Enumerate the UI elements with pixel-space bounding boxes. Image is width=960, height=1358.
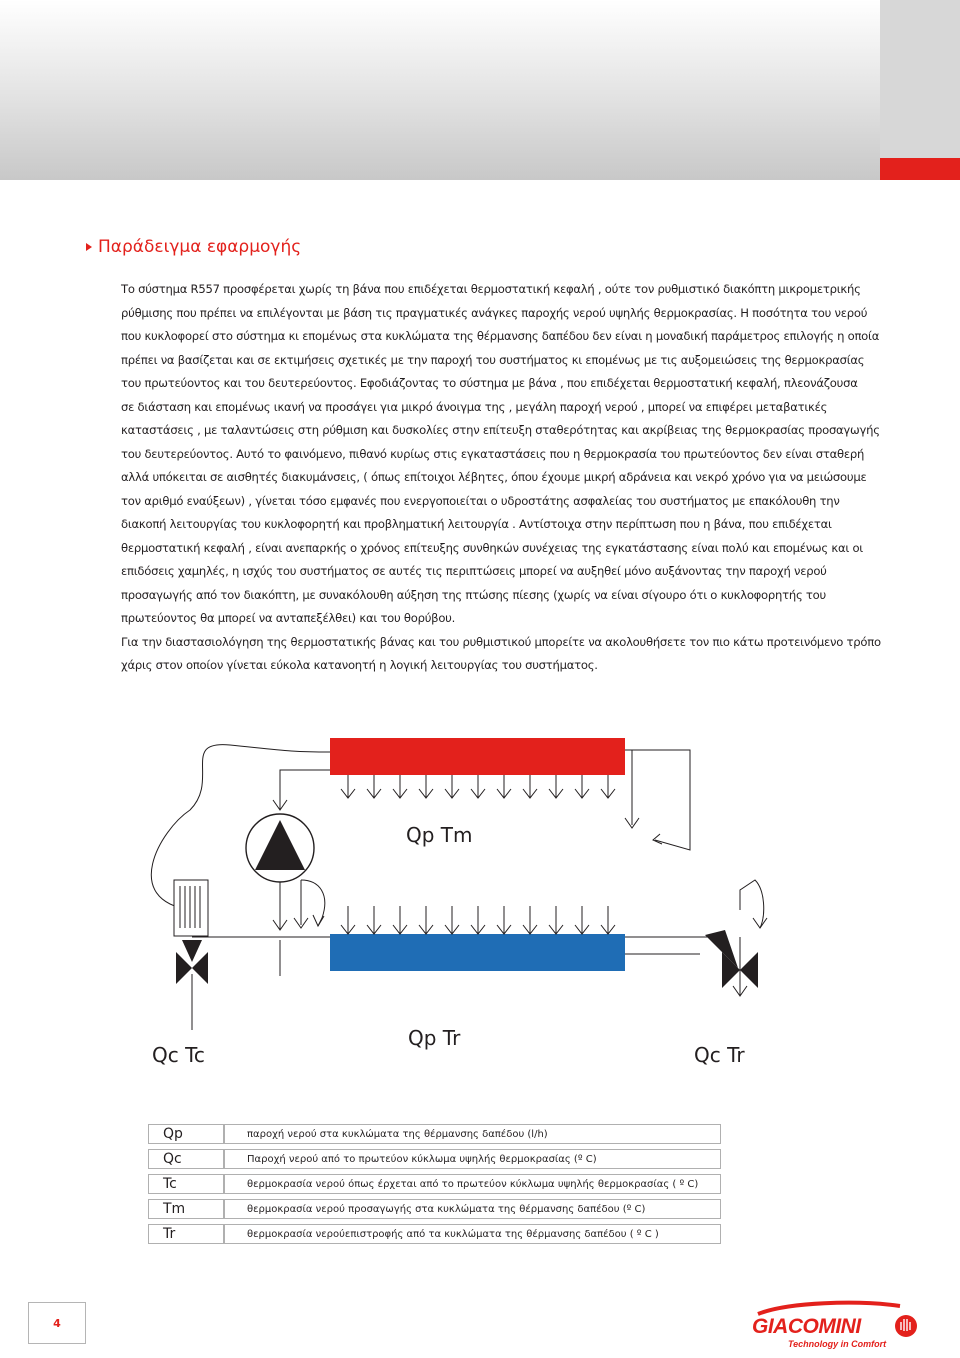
paragraph: Για την διαστασιολόγηση της θερμοστατικής βάνας και του ρυθμιστικού μπορείτε να ακολουθήσετε τον πιο κάτω προτεινόμενο τρόπο χάρις στον οποίον γίνεται εύκολα κατανοητή η λογική λειτουργίας του συστήματος. — [121, 634, 881, 672]
page-number: 4 — [28, 1302, 86, 1344]
supply-outlet-arrow-icon — [523, 775, 537, 798]
header-accent — [880, 158, 960, 180]
legend-row — [148, 1149, 721, 1169]
paragraph: Το σύστημα R557 προσφέρεται χωρίς τη βάνα που επιδέχεται θερμοστατική κεφαλή , ούτε τον ρυθμιστικό διακόπτη μικρομετρικής ρύθμισης που πρέπει να επιλέγονται με βάση τις πραγματικές ανάγκες παροχής νερού υψηλής θερμοκρασίας. Η ποσότητα του νερού που κυκλοφορεί στο σύστημα κι επομένως στα κυκλώματα της θέρμανσης δαπέδου δεν είναι η μοναδική παράμετρος επιλογής η οποία πρέπει να βασίζεται και σε εκτιμήσεις σχετικές με την παροχή του συστήματος κι επομένως με τις αυξομειώσεις της θερμοκρασίας του πρωτεύοντος και του δευτερεύοντος. Εφοδιάζοντας το σύστημα με βάνα , που επιδέχεται θερμοστατική κεφαλή, πλεονάζουσα — [121, 282, 880, 390]
return-inlet-arrow-icon — [419, 906, 433, 934]
legend-table — [148, 1119, 721, 1249]
return-inlet-arrow-icon — [549, 906, 563, 934]
logo-swoosh-icon — [758, 1303, 900, 1314]
pump-icon — [246, 814, 314, 882]
legend-row — [148, 1224, 721, 1244]
supply-outlet-arrow-icon — [471, 775, 485, 798]
right-branch-pipe — [740, 880, 764, 928]
return-inlet-arrow-icon — [341, 906, 355, 934]
return-inlet-arrow-icon — [393, 906, 407, 934]
supply-outlet-arrow-icon — [393, 775, 407, 798]
return-inlet-arrow-icon — [523, 906, 537, 934]
section-heading-text: Παράδειγμα εφαρμογής — [98, 237, 302, 257]
supply-outlet-arrow-icon — [549, 775, 563, 798]
legend-symbol: Qc — [148, 1149, 224, 1169]
return-inlet-arrow-icon — [367, 906, 381, 934]
supply-outlet-arrow-icon — [497, 775, 511, 798]
label-qp-tr: Qp Tr — [408, 1026, 461, 1050]
legend-row — [148, 1124, 721, 1144]
return-inlet-arrow-icon — [601, 906, 615, 934]
paragraph: σε διάσταση και επομένως ικανή να προσάγει για μικρό άνοιγμα της , μεγάλη παροχή νερού , μπορεί να επιφέρει μεταβατικές καταστάσεις , με ταλαντώσεις στη ρύθμιση και δυσκολίες στην επίτευξη σταθερότητας και ακρίβειας της θερμοκρασίας προσαγωγής του δευτερεύοντος. Αυτό το φαινόμενο, πιθανό κυρίως στις εγκαταστάσεις που η θερμοκρασία του πρωτεύοντος δεν είναι σταθερή αλλά υπόκειται σε αισθητές διακυμάνσεις, ( όπως επίτοιχοι λέβητες, όπου έχουμε μικρή αδράνεια και νεκρό χρόνο για να μειώσουμε τον αριθμό εναύξεων) , γίνεται τόσο εμφανές που ενεργοποιείται ο υδροστάτης ασφαλείας του συστήματος με επακόλουθη την διακοπή λειτουργίας του κυκλοφορητή και προβληματική λειτουργία . Αντίστοιχα στην περίπτωση που η βάνα, που επιδέχεται θερμοστατική κεφαλή , είναι ανεπαρκής ο χρόνος επίτευξης συνθηκών συνέχειας της εγκατάστασης είναι πολύ και επομένως και οι επιδόσεις χαμηλές, η ισχύς του συστήματος σε αυτές τις περιπτώσεις μπορεί να αυξηθεί μόνο αυξάνοντας την παροχή νερού προσαγωγής από τον διακόπτη, με συνακόλουθη αύξηση της πτώσης πίεσης (χωρίς να είναι σίγουρο ότι ο κυκλοφορητής του πρωτεύοντος θα μπορεί να ανταπεξέλθει) και του θορύβου. — [121, 399, 880, 625]
supply-manifold — [330, 738, 625, 775]
body-text — [121, 278, 881, 678]
return-inlet-arrow-icon — [471, 906, 485, 934]
supply-outlet-arrow-icon — [575, 775, 589, 798]
legend-description: θερμοκρασία νερούεπιστροφής από τα κυκλώματα της θέρμανσης δαπέδου ( º C ) — [224, 1224, 721, 1244]
section-heading — [86, 237, 301, 257]
brand-tagline: Technology in Comfort — [788, 1339, 887, 1349]
legend-row — [148, 1199, 721, 1219]
label-qp-tm: Qp Tm — [406, 823, 473, 847]
right-loop-pipe — [625, 750, 690, 850]
valve-icon — [705, 930, 758, 988]
supply-outlet-arrow-icon — [367, 775, 381, 798]
logo-hand-icon — [895, 1315, 917, 1337]
label-qc-tr: Qc Tr — [694, 1043, 745, 1067]
return-inlet-arrow-icon — [497, 906, 511, 934]
legend-description: θερμοκρασία νερού προσαγωγής στα κυκλώματα της θέρμανσης δαπέδου (º C) — [224, 1199, 721, 1219]
supply-pipe — [280, 770, 330, 810]
thermostatic-head-icon — [174, 880, 208, 936]
supply-outlet-arrow-icon — [601, 775, 615, 798]
return-inlet-arrow-icon — [445, 906, 459, 934]
legend-description: θερμοκρασία νερού όπως έρχεται από το πρωτεύον κύκλωμα υψηλής θερμοκρασίας ( º C) — [224, 1174, 721, 1194]
legend-description: Παροχή νερού από το πρωτεύον κύκλωμα υψηλής θερμοκρασίας (º C) — [224, 1149, 721, 1169]
legend-description: παροχή νερού στα κυκλώματα της θέρμανσης δαπέδου (l/h) — [224, 1124, 721, 1144]
supply-outlet-arrow-icon — [445, 775, 459, 798]
legend-row — [148, 1174, 721, 1194]
left-loop-pipe — [301, 880, 325, 926]
hydraulic-diagram — [0, 730, 960, 1110]
return-inlet-arrow-icon — [575, 906, 589, 934]
header-band — [0, 0, 960, 180]
brand-name: GIACOMINI — [752, 1315, 861, 1338]
legend-symbol: Tr — [148, 1224, 224, 1244]
legend-symbol: Tm — [148, 1199, 224, 1219]
label-qc-tc: Qc Tc — [152, 1043, 205, 1067]
return-manifold — [330, 934, 625, 971]
legend-symbol: Tc — [148, 1174, 224, 1194]
supply-outlet-arrow-icon — [341, 775, 355, 798]
bullet-triangle-icon — [86, 243, 92, 251]
supply-outlet-arrow-icon — [419, 775, 433, 798]
legend-symbol: Qp — [148, 1124, 224, 1144]
giacomini-logo — [748, 1300, 920, 1352]
